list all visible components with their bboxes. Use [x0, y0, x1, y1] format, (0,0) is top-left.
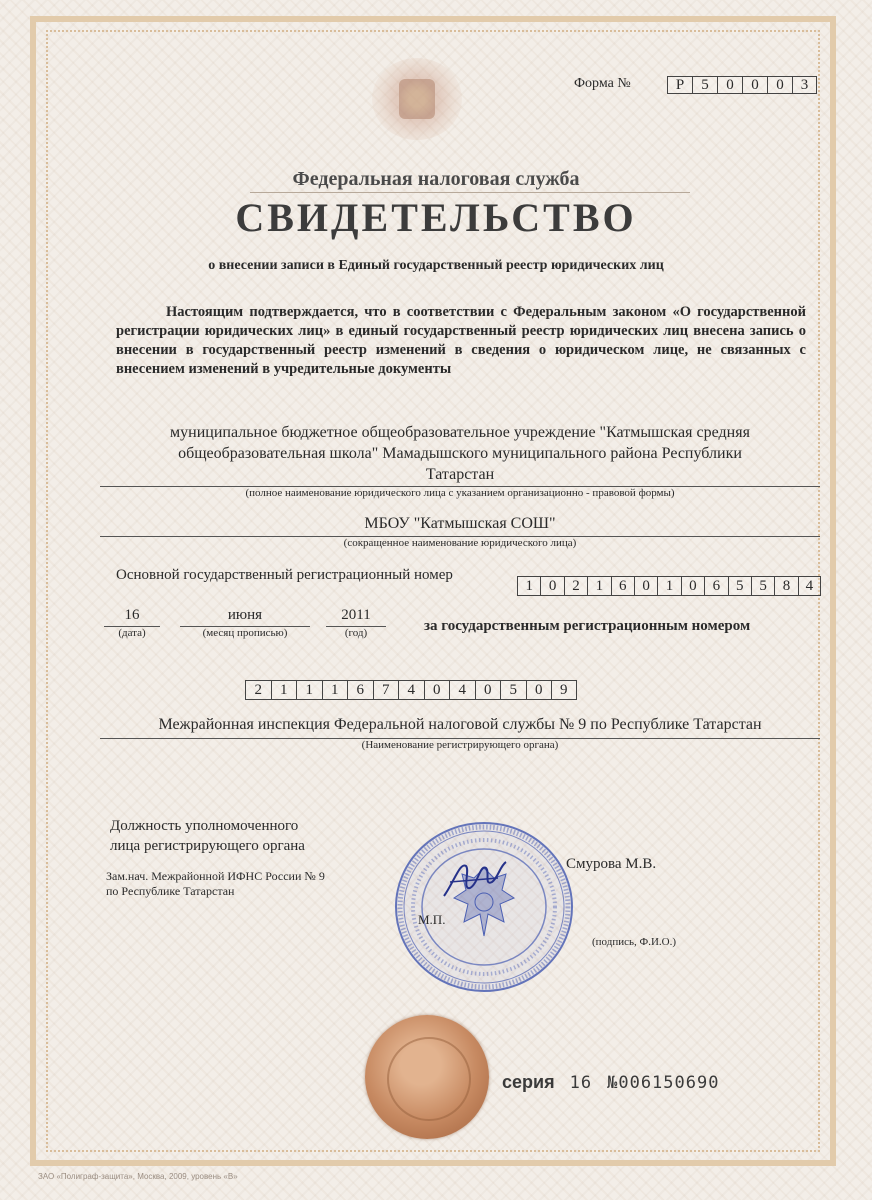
form-code-cell: Р — [667, 76, 692, 94]
certification-paragraph — [116, 303, 806, 379]
certification-text: Настоящим подтверждается, что в соответствии с Федеральным законом «О государственной регистрации юридических лиц» в единый государственный реестр юридических лиц внесена запись о внесении в государственный реестр изменений в сведения о юридическом лице, не связанных с внесением изменений в учредительные документы — [116, 304, 806, 377]
agency-title: Федеральная налоговая служба — [292, 168, 580, 190]
full-name-block — [130, 422, 790, 485]
signature-caption: (подпись, Ф.И.О.) — [592, 936, 676, 948]
official-stamp-icon — [392, 818, 576, 996]
grn-digit: 5 — [500, 680, 526, 700]
date-day-caption: (дата) — [118, 627, 146, 639]
series-number — [502, 1072, 719, 1093]
grn-digit: 4 — [398, 680, 424, 700]
full-name-line: Татарстан — [425, 466, 495, 483]
organ-caption: (Наименование регистрирующего органа) — [361, 739, 559, 751]
series-label: серия — [502, 1072, 555, 1092]
position-value — [106, 869, 325, 899]
grn-digit: 0 — [526, 680, 552, 700]
date-month: июня — [227, 607, 263, 623]
date-year: 2011 — [341, 607, 371, 623]
grn-digit: 1 — [271, 680, 297, 700]
grn-digit: 0 — [424, 680, 450, 700]
grn-digit: 0 — [475, 680, 501, 700]
grn-boxes — [245, 680, 577, 700]
ogrn-digit: 1 — [657, 576, 680, 596]
document-subtitle: о внесении записи в Единый государственный реестр юридических лиц — [208, 258, 664, 273]
signatory-name: Смурова М.В. — [566, 856, 657, 872]
ogrn-digit: 1 — [587, 576, 610, 596]
grn-digit: 7 — [373, 680, 399, 700]
ogrn-digit: 0 — [681, 576, 704, 596]
position-label-line: Должность уполномоченного — [110, 818, 299, 834]
form-code-cell: 3 — [792, 76, 817, 94]
form-code-cell: 5 — [692, 76, 717, 94]
position-value-line: по Республике Татарстан — [106, 884, 235, 898]
form-number-boxes — [667, 76, 817, 94]
short-name: МБОУ "Катмышская СОШ" — [364, 515, 556, 532]
blank-number: №006150690 — [607, 1073, 720, 1093]
date-year-caption: (год) — [344, 627, 368, 639]
ogrn-digit: 2 — [564, 576, 587, 596]
ogrn-label: Основной государственный регистрационный номер — [116, 567, 453, 583]
position-label — [110, 816, 305, 856]
form-code-cell: 0 — [717, 76, 742, 94]
registration-number-label: за государственным регистрационным номером — [424, 618, 751, 634]
registering-organ: Межрайонная инспекция Федеральной налоговой службы № 9 по Республике Татарстан — [158, 716, 762, 733]
short-name-caption: (сокращенное наименование юридического лица) — [343, 537, 577, 549]
full-name-caption: (полное наименование юридического лица с указанием организационно - правовой формы) — [245, 487, 675, 499]
gold-seal-icon — [365, 1015, 489, 1139]
date-day: 16 — [124, 607, 140, 623]
ogrn-digit: 0 — [540, 576, 563, 596]
series-value: 16 — [569, 1073, 593, 1093]
ogrn-digit: 5 — [751, 576, 774, 596]
ogrn-digit: 5 — [728, 576, 751, 596]
position-value-line: Зам.нач. Межрайонной ИФНС России № 9 — [106, 869, 325, 883]
ogrn-digit: 1 — [517, 576, 540, 596]
grn-digit: 6 — [347, 680, 373, 700]
full-name-line: муниципальное бюджетное общеобразовательное учреждение "Катмышская средняя — [170, 424, 750, 441]
ogrn-digit: 8 — [774, 576, 797, 596]
printer-imprint: ЗАО «Полиграф-защита», Москва, 2009, уровень «В» — [38, 1172, 238, 1181]
title-divider — [250, 192, 690, 193]
form-code-cell: 0 — [767, 76, 792, 94]
ogrn-digit: 6 — [704, 576, 727, 596]
signature-icon — [440, 852, 510, 902]
form-number-label: Форма № — [574, 76, 631, 91]
ogrn-digit: 6 — [611, 576, 634, 596]
grn-digit: 1 — [322, 680, 348, 700]
ogrn-digit: 4 — [798, 576, 821, 596]
document-title: СВИДЕТЕЛЬСТВО — [235, 195, 637, 240]
position-label-line: лица регистрирующего органа — [110, 838, 305, 854]
grn-digit: 2 — [245, 680, 271, 700]
stamp-place-label: М.П. — [418, 912, 446, 927]
grn-digit: 1 — [296, 680, 322, 700]
grn-digit: 9 — [551, 680, 577, 700]
ogrn-digit: 0 — [634, 576, 657, 596]
ogrn-boxes — [517, 576, 821, 596]
hologram-emblem-icon — [372, 58, 462, 140]
full-name-line: общеобразовательная школа" Мамадышского муниципального района Республики — [178, 445, 742, 462]
form-code-cell: 0 — [742, 76, 767, 94]
date-month-caption: (месяц прописью) — [202, 627, 288, 639]
grn-digit: 4 — [449, 680, 475, 700]
